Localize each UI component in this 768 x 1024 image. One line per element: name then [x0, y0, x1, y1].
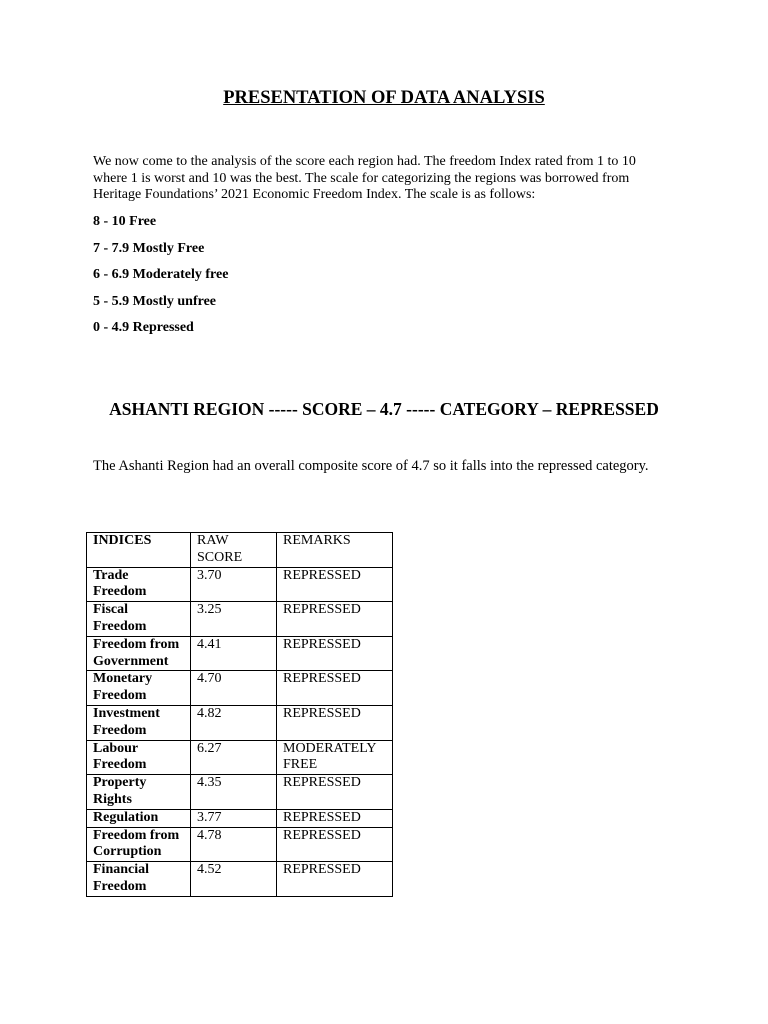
scale-item-mostly-free: 7 - 7.9 Mostly Free: [93, 240, 205, 256]
table-header-row: [87, 533, 393, 568]
table-row: [87, 705, 393, 740]
scale-item-repressed: 0 - 4.9 Repressed: [93, 320, 194, 335]
scale-item-mostly-unfree: 5 - 5.9 Mostly unfree: [93, 293, 216, 309]
row-score: 3.70: [191, 567, 277, 602]
row-score: 6.27: [191, 740, 277, 775]
row-index: Fiscal Freedom: [87, 602, 191, 637]
row-index: Investment Freedom: [87, 705, 191, 740]
row-index: Freedom from Government: [87, 636, 191, 671]
table-row: [87, 809, 393, 827]
table-row: [87, 671, 393, 706]
row-remark: REPRESSED: [277, 862, 393, 897]
table-row: [87, 740, 393, 775]
scale-item-free: 8 - 10 Free: [93, 214, 157, 229]
scale-list: [93, 213, 228, 346]
row-remark: REPRESSED: [277, 636, 393, 671]
row-index: Property Rights: [87, 775, 191, 810]
header-indices: INDICES: [87, 533, 191, 568]
row-score: 4.41: [191, 636, 277, 671]
scores-table: [86, 532, 393, 897]
row-remark: REPRESSED: [277, 671, 393, 706]
row-index: Labour Freedom: [87, 740, 191, 775]
row-index: Financial Freedom: [87, 862, 191, 897]
row-score: 3.77: [191, 809, 277, 827]
row-remark: REPRESSED: [277, 705, 393, 740]
table-row: [87, 602, 393, 637]
header-remarks: REMARKS: [277, 533, 393, 568]
row-remark: REPRESSED: [277, 602, 393, 637]
row-remark: REPRESSED: [277, 827, 393, 862]
row-score: 4.78: [191, 827, 277, 862]
row-remark: MODERATELY FREE: [277, 740, 393, 775]
row-index: Trade Freedom: [87, 567, 191, 602]
row-score: 4.35: [191, 775, 277, 810]
table-row: [87, 775, 393, 810]
region-heading: ASHANTI REGION ----- SCORE – 4.7 ----- CATEGORY – REPRESSED: [109, 399, 659, 419]
table-row: [87, 636, 393, 671]
region-summary: The Ashanti Region had an overall composite score of 4.7 so it falls into the repressed category.: [93, 458, 649, 474]
row-index: Monetary Freedom: [87, 671, 191, 706]
row-remark: REPRESSED: [277, 809, 393, 827]
scale-item-moderately-free: 6 - 6.9 Moderately free: [93, 267, 229, 282]
row-remark: REPRESSED: [277, 775, 393, 810]
row-score: 4.82: [191, 705, 277, 740]
row-score: 3.25: [191, 602, 277, 637]
page-title: PRESENTATION OF DATA ANALYSIS: [223, 88, 545, 108]
row-score: 4.70: [191, 671, 277, 706]
row-index: Freedom from Corruption: [87, 827, 191, 862]
row-remark: REPRESSED: [277, 567, 393, 602]
table-row: [87, 862, 393, 897]
intro-paragraph: We now come to the analysis of the score each region had. The freedom Index rated from 1 to 10 where 1 is worst and 10 was the best. The scale for categorizing the regions was borrowed from Heritage Foundations’ 2021 Economic Freedom Index. The scale is as follows:: [93, 154, 636, 202]
table-row: [87, 827, 393, 862]
row-score: 4.52: [191, 862, 277, 897]
row-index: Regulation: [87, 809, 191, 827]
table-row: [87, 567, 393, 602]
header-raw-score: RAW SCORE: [191, 533, 277, 568]
